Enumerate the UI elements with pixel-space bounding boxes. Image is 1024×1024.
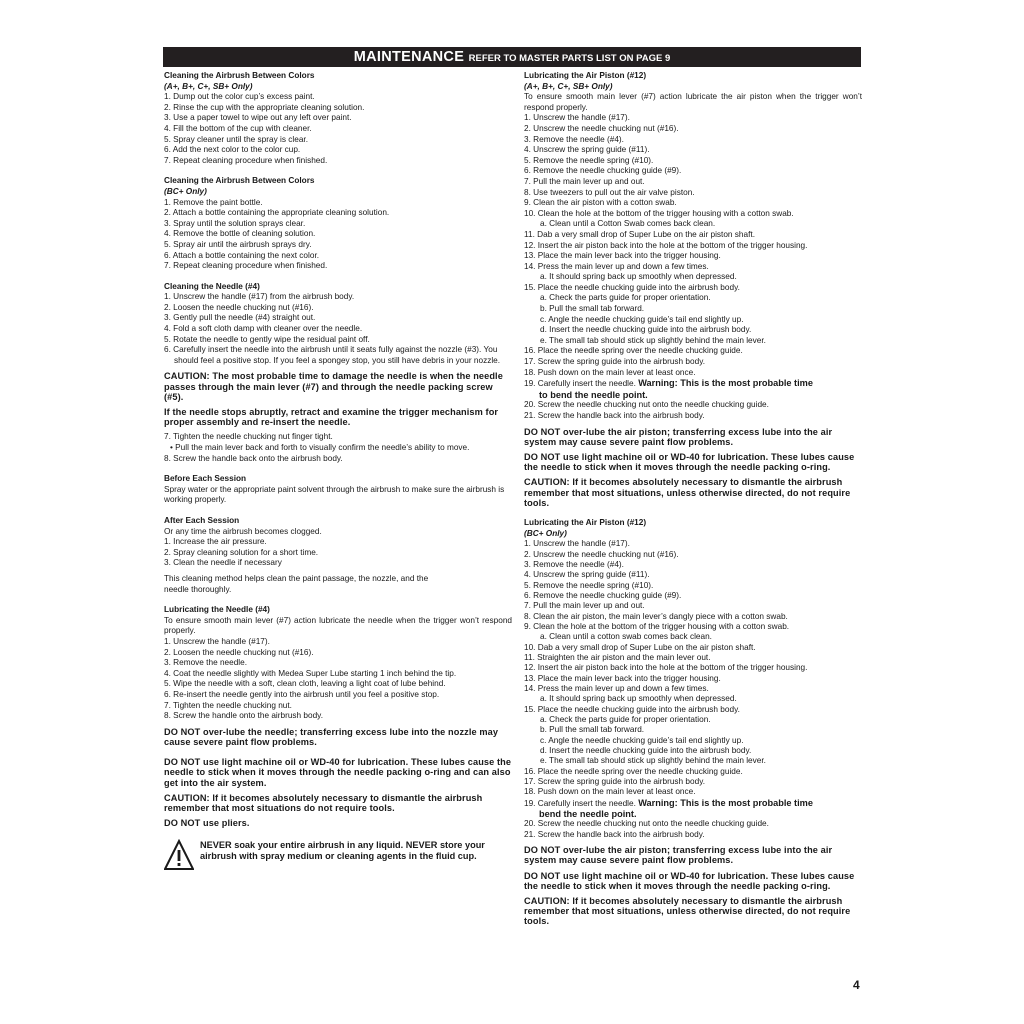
step: 7. Pull the main lever up and out. — [524, 601, 645, 611]
step: 13. Place the main lever back into the trigger housing. — [524, 673, 721, 683]
step: 21. Screw the handle back into the airbrush body. — [524, 829, 705, 839]
step: 4. Unscrew the spring guide (#11). — [524, 145, 650, 155]
left-column — [164, 71, 512, 876]
step: 5. Wipe the needle with a soft, clean cloth, leaving a light coat of lube behind. — [164, 679, 446, 689]
warning-note: DO NOT over-lube the air piston; transferring excess lube into the air system may cause severe paint flow problems. — [524, 426, 833, 447]
paragraph: To ensure smooth main lever (#7) action lubricate the air piston when the trigger won’t respond properly. — [524, 92, 862, 112]
step: 12. Insert the air piston back into the hole at the bottom of the trigger housing. — [524, 240, 808, 250]
step: 15. Place the needle chucking guide into the airbrush body. — [524, 704, 740, 714]
paragraph: To ensure smooth main lever (#7) action lubricate the needle when the trigger won’t respond properly. — [164, 615, 512, 636]
step: 5. Rotate the needle to gently wipe the residual paint off. — [164, 334, 370, 344]
step: 20. Screw the needle chucking nut onto the needle chucking guide. — [524, 819, 769, 829]
sub-step: b. Pull the small tab forward. — [540, 304, 645, 314]
warning-inline: Warning: This is the most probable time — [638, 378, 813, 389]
banner-title: MAINTENANCE — [353, 49, 465, 65]
caution-note: CAUTION: If it becomes absolutely necessary to dismantle the airbrush remember that most situations do not require tools. — [164, 792, 483, 813]
sub-step: d. Insert the needle chucking guide into the airbrush body. — [540, 325, 752, 335]
step: 1. Increase the air pressure. — [164, 537, 267, 547]
sub-step: a. Check the parts guide for proper orientation. — [540, 715, 711, 725]
sub-step: a. It should spring back up smoothly when depressed. — [540, 694, 737, 704]
step: 5. Spray air until the airbrush sprays dry. — [164, 239, 312, 249]
step: 2. Unscrew the needle chucking nut (#16). — [524, 123, 679, 133]
step-list — [524, 539, 862, 840]
step — [524, 798, 862, 809]
sub-step: a. Clean until a Cotton Swab comes back clean. — [540, 219, 716, 229]
section-banner — [163, 47, 861, 67]
banner-subtitle: REFER TO MASTER PARTS LIST ON PAGE 9 — [468, 53, 671, 64]
warning-note: DO NOT use light machine oil or WD-40 for lubrication. These lubes cause the needle to stick when it moves through the needle packing o-ring and can also get into the air system. — [164, 757, 512, 788]
caution-note: CAUTION: The most probable time to damage the needle is when the needle passes through the main lever (#7) and through the needle packing screw (#5). — [164, 371, 503, 402]
sub-step: d. Insert the needle chucking guide into the airbrush body. — [540, 746, 752, 756]
step: 4. Unscrew the spring guide (#11). — [524, 570, 650, 580]
step: 7. Pull the main lever up and out. — [524, 176, 645, 186]
step: 5. Remove the needle spring (#10). — [524, 155, 654, 165]
step: 6. Remove the needle chucking guide (#9). — [524, 166, 682, 176]
sub-step: a. Clean until a cotton swab comes back clean. — [540, 632, 712, 642]
step: 2. Attach a bottle containing the appropriate cleaning solution. — [164, 208, 390, 218]
step: 15. Place the needle chucking guide into the airbrush body. — [524, 282, 740, 292]
warning-inline: Warning: This is the most probable time — [638, 797, 813, 808]
step: 4. Fill the bottom of the cup with cleaner. — [164, 123, 312, 133]
section-title: Lubricating the Air Piston (#12) — [524, 518, 647, 528]
section-title: Cleaning the Needle (#4) — [164, 281, 260, 291]
caution-note: CAUTION: If it becomes absolutely necessary to dismantle the airbrush remember that most situations, unless otherwise directed, do not require tools. — [524, 477, 851, 508]
step: 17. Screw the spring guide into the airbrush body. — [524, 777, 705, 787]
section-title: Cleaning the Airbrush Between Colors — [164, 71, 315, 80]
sub-step: b. Pull the small tab forward. — [540, 725, 645, 735]
step: 3. Remove the needle (#4). — [524, 559, 624, 569]
step: 7. Tighten the needle chucking nut. — [164, 700, 292, 710]
step: 3. Clean the needle if necessary — [164, 558, 282, 568]
section-title: Lubricating the Needle (#4) — [164, 605, 270, 615]
step: 3. Spray until the solution sprays clear. — [164, 218, 306, 228]
section-models: (A+, B+, C+, SB+ Only) — [164, 81, 253, 91]
step: 8. Screw the handle back onto the airbrush body. — [164, 453, 343, 463]
section-title: After Each Session — [164, 516, 240, 526]
step: 8. Screw the handle onto the airbrush body. — [164, 711, 323, 721]
section-title: Lubricating the Air Piston (#12) — [524, 71, 647, 80]
step: 12. Insert the air piston back into the hole at the bottom of the trigger housing. — [524, 663, 808, 673]
step: 11. Dab a very small drop of Super Lube on the air piston shaft. — [524, 229, 755, 239]
step: 16. Place the needle spring over the needle chucking guide. — [524, 346, 743, 356]
step: 7. Repeat cleaning procedure when finished. — [164, 155, 328, 165]
sub-step: e. The small tab should stick up slightly behind the main lever. — [540, 335, 766, 345]
step: 10. Dab a very small drop of Super Lube on the air piston shaft. — [524, 642, 756, 652]
step: 9. Clean the air piston with a cotton swab. — [524, 198, 677, 208]
warning-inline: bend the needle point. — [539, 809, 637, 820]
right-column — [524, 71, 862, 927]
paragraph: This cleaning method helps clean the paint passage, the nozzle, and the needle thoroughly. — [164, 573, 429, 594]
step-text: 19. Carefully insert the needle. — [524, 798, 636, 808]
warning-note: DO NOT over-lube the air piston; transferring excess lube into the air system may cause severe paint flow problems. — [524, 845, 833, 866]
sub-step: c. Angle the needle chucking guide’s tail end slightly up. — [540, 314, 744, 324]
step-list — [524, 113, 862, 421]
never-text: NEVER soak your entire airbrush in any liquid. NEVER store your airbrush with spray medium or cleaning agents in the fluid cup. — [200, 840, 485, 861]
page-number: 4 — [853, 978, 860, 992]
section-models: (BC+ Only) — [524, 528, 567, 538]
step-list — [164, 292, 512, 366]
step: 11. Straighten the air piston and the main lever out. — [524, 652, 711, 662]
warning-note: DO NOT use light machine oil or WD-40 for lubrication. These lubes cause the needle to stick when it moves through the needle packing o-ring. — [524, 452, 855, 473]
step: 1. Dump out the color cup’s excess paint. — [164, 92, 315, 102]
step: 2. Spray cleaning solution for a short time. — [164, 547, 319, 557]
step: 4. Remove the bottle of cleaning solution. — [164, 229, 316, 239]
step: 13. Place the main lever back into the trigger housing. — [524, 251, 721, 261]
step: 4. Fold a soft cloth damp with cleaner over the needle. — [164, 324, 363, 334]
step: 6. Carefully insert the needle into the airbrush until it seats fully against the nozzle (#3). You should feel a positive stop. If you feel a spongey stop, you still have debris in your nozzle. — [164, 345, 501, 365]
step: 1. Unscrew the handle (#17). — [524, 539, 630, 549]
step: 2. Unscrew the needle chucking nut (#16). — [524, 549, 679, 559]
warning-inline: to bend the needle point. — [539, 389, 648, 400]
step: 14. Press the main lever up and down a few times. — [524, 684, 709, 694]
step: 9. Clean the hole at the bottom of the trigger housing with a cotton swab. — [524, 621, 790, 631]
step: 7. Tighten the needle chucking nut finger tight. — [164, 432, 333, 442]
step: 5. Spray cleaner until the spray is clear. — [164, 134, 308, 144]
step: 16. Place the needle spring over the needle chucking guide. — [524, 766, 743, 776]
sub-step: c. Angle the needle chucking guide’s tail end slightly up. — [540, 735, 744, 745]
step: 2. Loosen the needle chucking nut (#16). — [164, 302, 314, 312]
paragraph: Spray water or the appropriate paint solvent through the airbrush to make sure the airbrush is working properly. — [164, 484, 505, 505]
step: 5. Remove the needle spring (#10). — [524, 580, 654, 590]
step: 3. Remove the needle (#4). — [524, 134, 624, 144]
section-models: (A+, B+, C+, SB+ Only) — [524, 81, 613, 91]
step: 8. Use tweezers to pull out the air valve piston. — [524, 187, 695, 197]
warning-triangle-icon — [164, 839, 194, 871]
step: 3. Use a paper towel to wipe out any left over paint. — [164, 113, 352, 123]
warning-note: DO NOT use pliers. — [164, 818, 250, 829]
step-list — [164, 92, 512, 166]
step: 10. Clean the hole at the bottom of the trigger housing with a cotton swab. — [524, 208, 794, 218]
never-warning — [164, 840, 512, 876]
line: Or any time the airbrush becomes clogged. — [164, 526, 322, 536]
section-models: (BC+ Only) — [164, 186, 207, 196]
caution-note: CAUTION: If it becomes absolutely necessary to dismantle the airbrush remember that most situations, unless otherwise directed, do not require tools. — [524, 895, 851, 927]
step: 18. Push down on the main lever at least once. — [524, 787, 696, 797]
bullet-note: • Pull the main lever back and forth to visually confirm the needle’s ability to move. — [170, 443, 470, 453]
step: 6. Attach a bottle containing the next color. — [164, 250, 320, 260]
step: 4. Coat the needle slightly with Medea Super Lube starting 1 inch behind the tip. — [164, 668, 457, 678]
step: 17. Screw the spring guide into the airbrush body. — [524, 357, 705, 367]
step: 1. Unscrew the handle (#17). — [524, 113, 630, 123]
step: 3. Remove the needle. — [164, 658, 248, 668]
step: 7. Repeat cleaning procedure when finished. — [164, 261, 328, 271]
step — [524, 378, 862, 390]
step: 21. Screw the handle back into the airbrush body. — [524, 411, 705, 420]
step: 1. Unscrew the handle (#17) from the airbrush body. — [164, 292, 355, 302]
step: 2. Rinse the cup with the appropriate cleaning solution. — [164, 102, 365, 112]
sub-step: a. Check the parts guide for proper orientation. — [540, 293, 711, 303]
sub-step: a. It should spring back up smoothly when depressed. — [540, 272, 737, 282]
warning-note: DO NOT use light machine oil or WD-40 for lubrication. These lubes cause the needle to stick when it moves through the needle packing o-ring. — [524, 870, 855, 891]
section-title: Cleaning the Airbrush Between Colors — [164, 176, 315, 186]
step: 18. Push down on the main lever at least once. — [524, 367, 696, 377]
step-list — [164, 637, 512, 722]
step-list — [164, 198, 512, 272]
warning-note: If the needle stops abruptly, retract and examine the trigger mechanism for proper assembly and re-insert the needle. — [164, 407, 499, 428]
step: 6. Add the next color to the color cup. — [164, 145, 301, 155]
step: 8. Clean the air piston, the main lever’s dangly piece with a cotton swab. — [524, 611, 788, 621]
step: 3. Gently pull the needle (#4) straight out. — [164, 313, 316, 323]
step: 1. Unscrew the handle (#17). — [164, 636, 270, 646]
sub-step: e. The small tab should stick up slightly behind the main lever. — [540, 756, 766, 766]
step-text: 19. Carefully insert the needle. — [524, 379, 636, 389]
section-title: Before Each Session — [164, 474, 247, 484]
step: 6. Re-insert the needle gently into the airbrush until you feel a positive stop. — [164, 689, 440, 699]
step: 2. Loosen the needle chucking nut (#16). — [164, 647, 314, 657]
warning-note: DO NOT over-lube the needle; transferring excess lube into the nozzle may cause severe paint flow problems. — [164, 726, 499, 747]
step: 14. Press the main lever up and down a few times. — [524, 261, 709, 271]
step: 20. Screw the needle chucking nut onto the needle chucking guide. — [524, 400, 769, 410]
step: 6. Remove the needle chucking guide (#9). — [524, 590, 682, 600]
step: 1. Remove the paint bottle. — [164, 197, 263, 207]
